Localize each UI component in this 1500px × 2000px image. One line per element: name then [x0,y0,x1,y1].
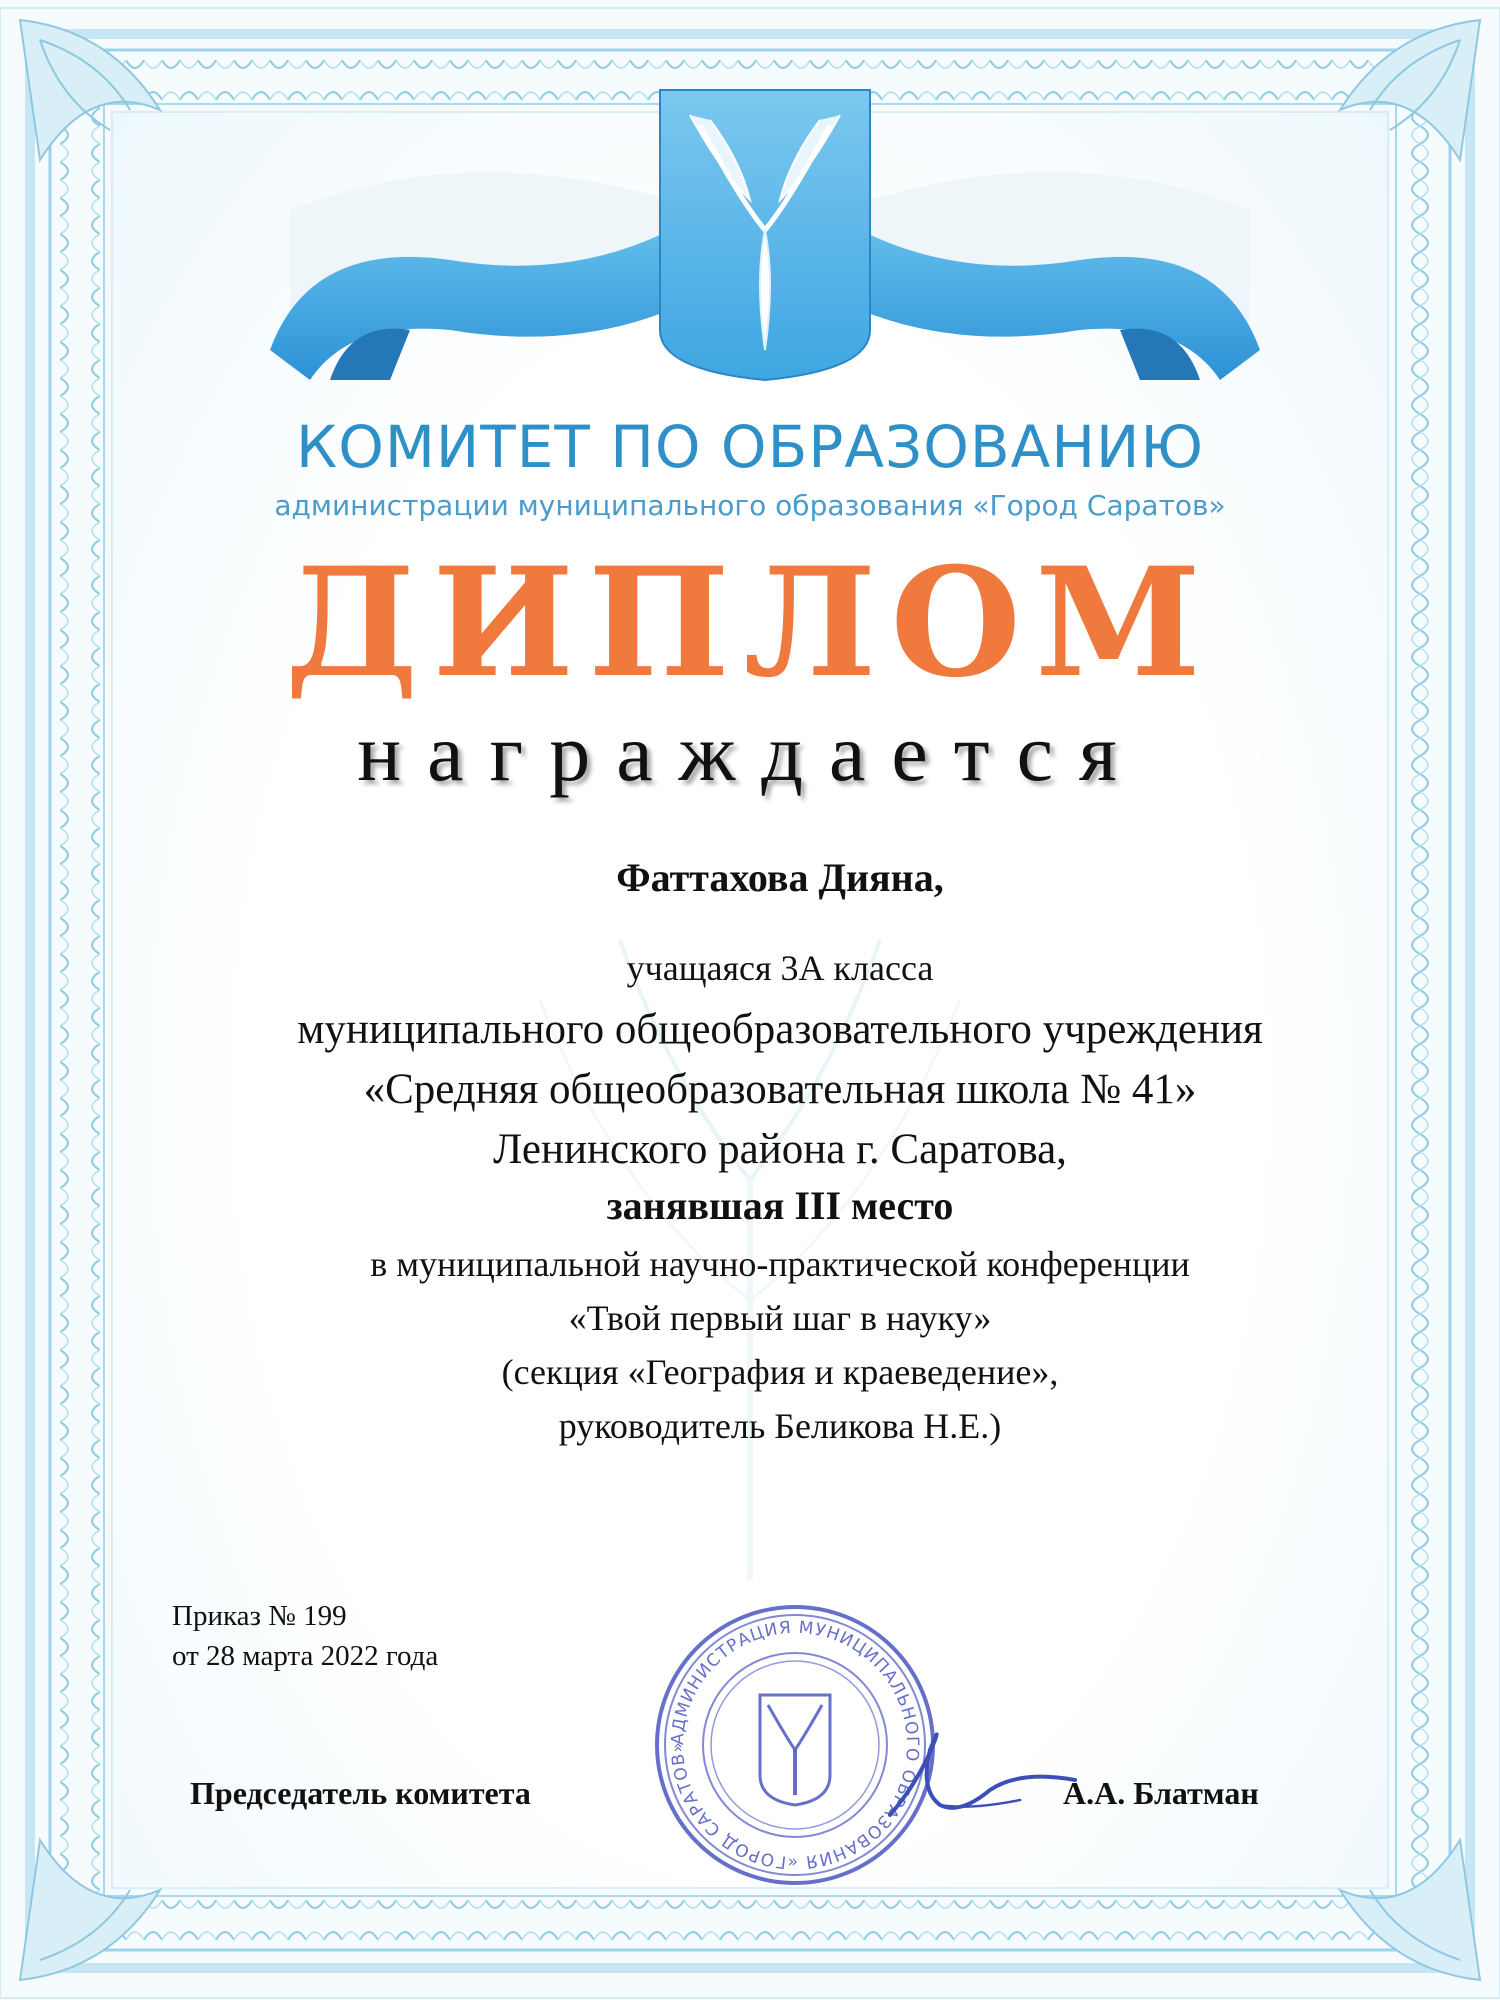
recipient-line: Ленинского района г. Саратова, [493,1126,1067,1173]
recipient-line: в муниципальной научно-практической конференции [370,1244,1190,1284]
committee-subheading: администрации муниципального образования «Город Саратов» [274,489,1226,522]
order-date: от 28 марта 2022 года [172,1640,439,1672]
recipient-line: «Средняя общеобразовательная школа № 41» [363,1066,1197,1113]
emblem-ribbon [270,80,1260,400]
committee-heading: КОМИТЕТ ПО ОБРАЗОВАНИЮ [296,413,1204,481]
order-number: Приказ № 199 [172,1600,347,1632]
recipient-line: «Твой первый шаг в науку» [568,1298,992,1338]
achievement-line: занявшая III место [606,1183,954,1228]
seal-text: АДМИНИСТРАЦИЯ МУНИЦИПАЛЬНОГО ОБРАЗОВАНИЯ «ГОРОД САРАТОВ» [667,1617,923,1873]
recipient-line: (секция «География и краеведение», [501,1352,1059,1392]
recipient-line: учащаяся 3А класса [626,948,934,988]
signatory-name: А.А. Блатман [1063,1775,1259,1811]
diploma-title: ДИПЛОМ [284,535,1216,711]
signature-icon [880,1720,1080,1830]
awarded-heading: награждается [357,707,1143,798]
coat-of-arms-icon [660,90,870,380]
recipient-name: Фаттахова Дияна, [616,855,944,900]
signatory-title: Председатель комитета [190,1775,531,1811]
recipient-line: руководитель Беликова Н.Е.) [558,1406,1002,1446]
recipient-line: муниципального общеобразовательного учреждения [297,1006,1263,1053]
